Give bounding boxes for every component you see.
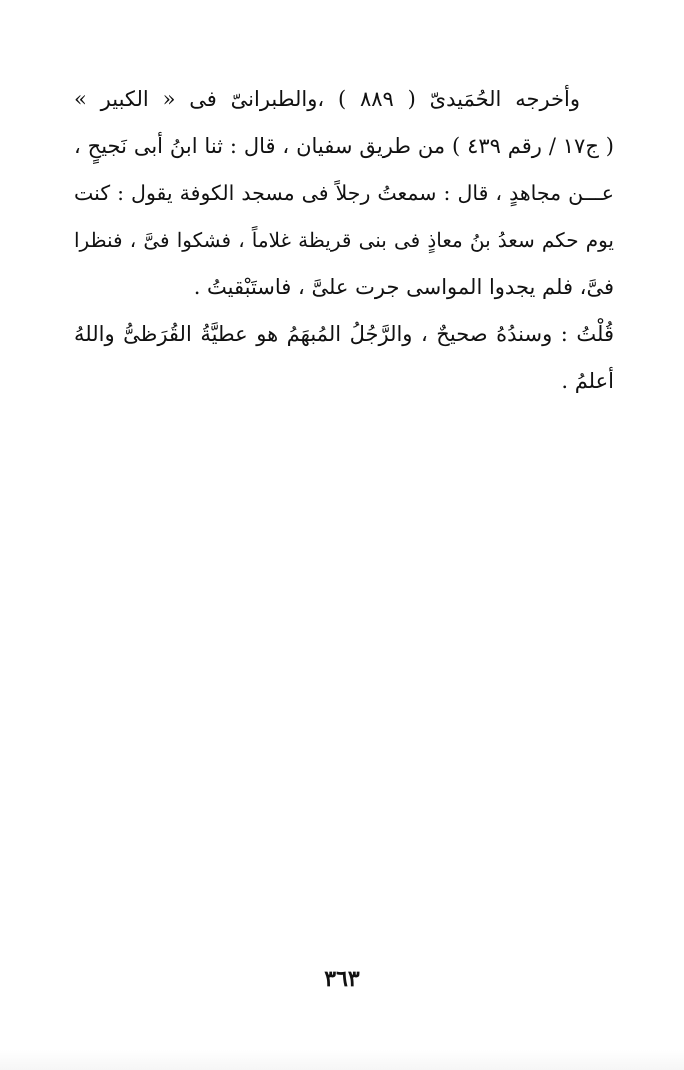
text-line: يوم حكم سعدُ بنُ معاذٍ فى بنى قريظة غلاماً ، فشكوا فىَّ ، فنظرا (74, 228, 614, 252)
text-line: وأخرجه الحُمَيدىّ ( ٨٨٩ ) ،والطبرانىّ فى « الكبير » (74, 87, 580, 111)
scan-edge (0, 1050, 684, 1070)
page-number: ٣٦٣ (324, 966, 360, 992)
text-line: قُلْتُ : وسندُهُ صحيحٌ ، والرَّجُلُ المُبهَمُ هو عطيَّةُ القُرَظىُّ واللهُ (74, 322, 614, 346)
text-line: ( ج١٧ / رقم ٤٣٩ ) من طريق سفيان ، قال : ثنا ابنُ أبى نَجيحٍ ، (74, 134, 614, 158)
text-line: عـــن مجاهدٍ ، قال : سمعتُ رجلاً فى مسجد الكوفة يقول : كنت (74, 181, 614, 205)
text-line: فىَّ، فلم يجدوا المواسى جرت علىَّ ، فاستَبْقيتُ . (193, 275, 614, 299)
body-text (74, 76, 614, 405)
text-line: أعلمُ . (561, 369, 614, 393)
